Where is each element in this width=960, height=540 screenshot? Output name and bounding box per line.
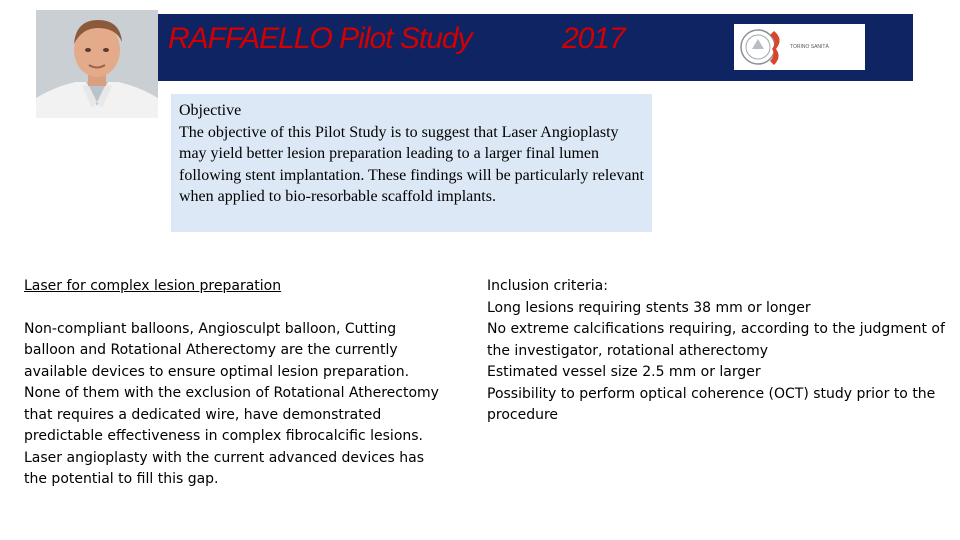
logo-text: TORINO SANITÀ	[790, 44, 829, 50]
objective-body: The objective of this Pilot Study is to suggest that Laser Angioplasty may yield better lesion preparation leading to a larger final lumen following stent implantation. These findings will be particularly relevant when applied to bio-resorbable scaffold implants.	[179, 123, 644, 206]
objective-box	[171, 94, 652, 232]
seal-icon	[738, 27, 784, 67]
criteria-item: Possibility to perform optical coherence (OCT) study prior to the procedure	[487, 385, 936, 423]
laser-section-paragraph-2: Laser angioplasty with the current advanced devices has the potential to fill this gap.	[24, 449, 425, 487]
slide-year: 2017	[562, 22, 625, 55]
criteria-item: Estimated vessel size 2.5 mm or larger	[487, 364, 761, 380]
laser-section	[24, 276, 444, 491]
criteria-item: Long lesions requiring stents 38 mm or longer	[487, 299, 811, 316]
objective-heading: Objective	[179, 102, 242, 119]
laser-section-heading: Laser for complex lesion preparation	[24, 278, 282, 294]
institution-logo	[734, 24, 865, 70]
portrait-photo	[36, 10, 158, 118]
person-icon	[36, 10, 158, 118]
laser-section-paragraph: Non-compliant balloons, Angiosculpt balloon, Cutting balloon and Rotational Atherectomy are the currently available devices to ensure optimal lesion preparation. None of them with the exclusion of Rotational Atherectomy that requires a dedicated wire, have demonstrated predictable effectiveness in complex fibrocalcific lesions.	[24, 320, 439, 444]
inclusion-criteria-section	[487, 276, 952, 427]
criteria-item: No extreme calcifications requiring, according to the judgment of the investigator, rotational atherectomy	[487, 321, 945, 359]
slide-title: RAFFAELLO Pilot Study	[168, 22, 472, 55]
inclusion-criteria-heading: Inclusion criteria:	[487, 278, 608, 294]
